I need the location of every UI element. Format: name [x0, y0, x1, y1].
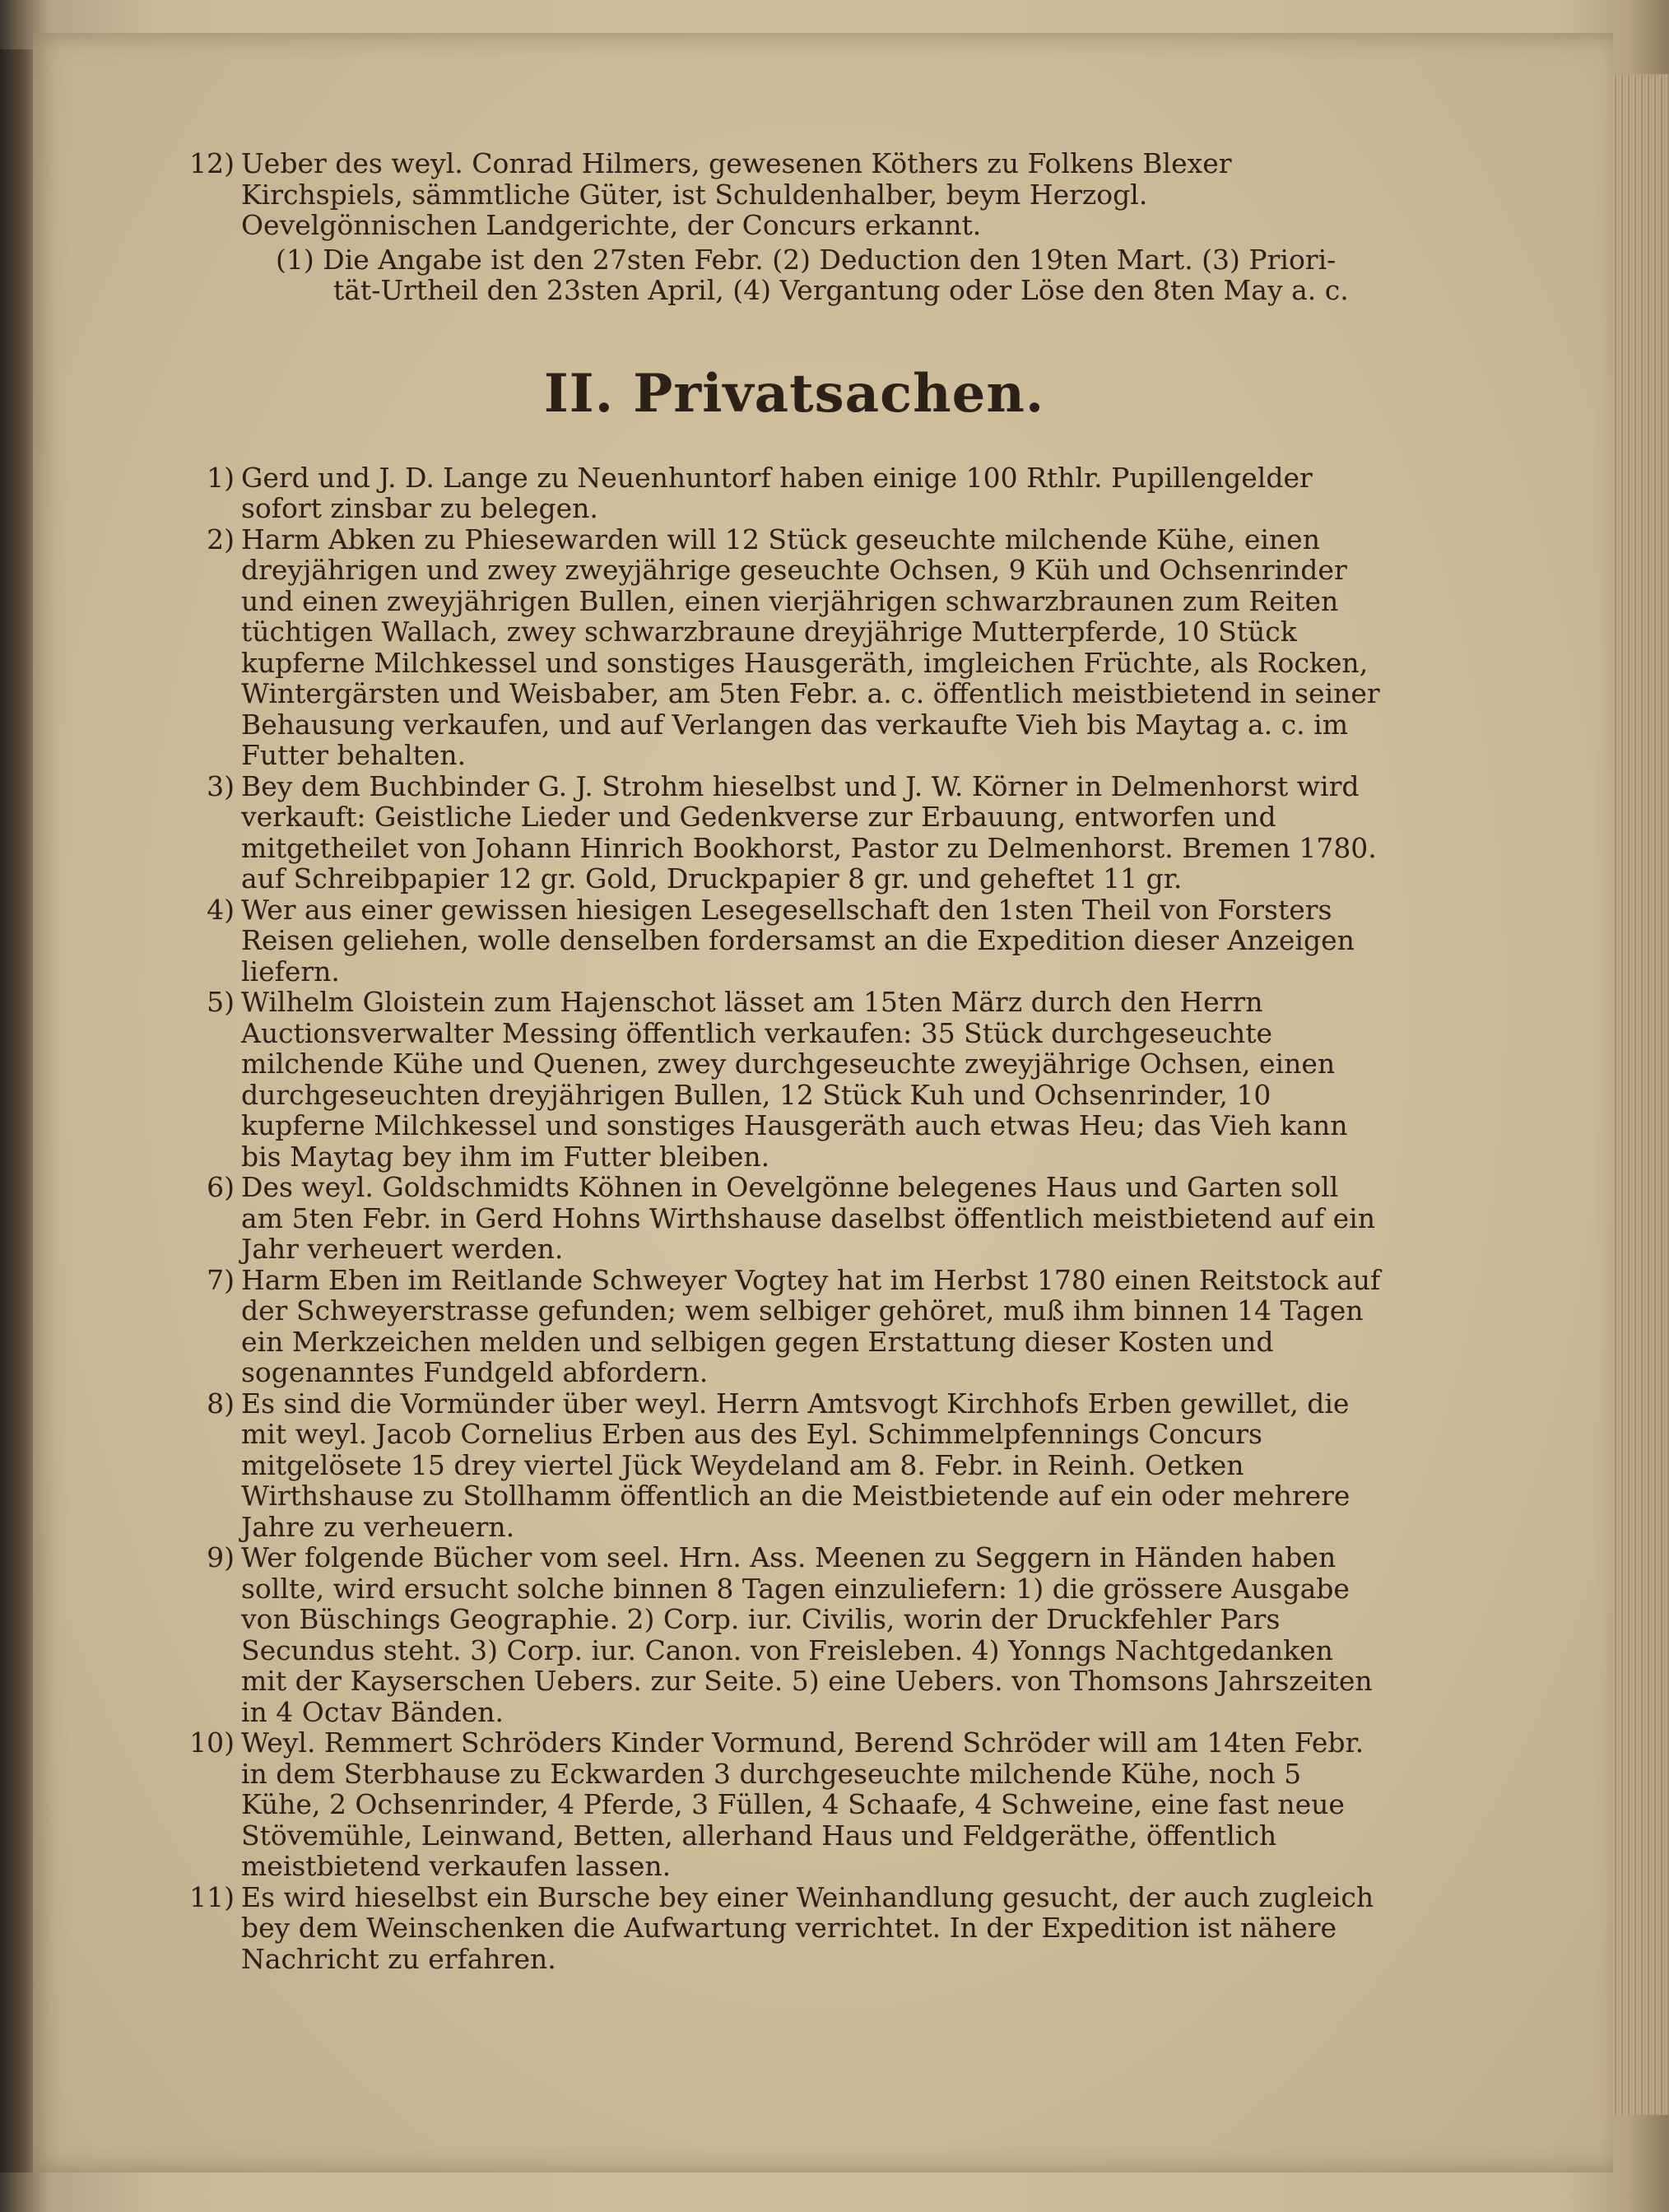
entry-text: Weyl. Remmert Schröders Kinder Vormund, Berend Schröder will am 14ten Febr. in dem Sterbhause zu Eckwarden 3 durchgeseuchte milchende Kühe, noch 5 Kühe, 2 Ochsenrinder, 4 Pferde, 3 Füllen, 4 Schaafe, 4 Schweine, eine fast neue Stövemühle, Leinwand, Betten, allerhand Haus und Feldgeräthe, öffentlich meistbietend verkaufen lassen.	[241, 1726, 1364, 1882]
entry-text: Wilhelm Gloistein zum Hajenschot lässet am 15ten März durch den Herrn Auctionsverwalter Messing öffentlich verkaufen: 35 Stück durchgeseuchte milchende Kühe und Quenen, zwey durchgeseuchte zweyjährige Ochsen, einen durchgeseuchten dreyjährigen Bullen, 12 Stück Kuh und Ochsenrinder, 10 kupferne Milchkessel und sonstiges Hausgeräth auch etwas Heu; das Vieh kann bis Maytag bey ihm im Futter bleiben.	[241, 986, 1348, 1173]
right-page-stack	[1611, 74, 1669, 2115]
entry-number: 9)	[207, 1541, 235, 1573]
entry-number: 11)	[189, 1880, 235, 1913]
entry-number: 5)	[207, 986, 235, 1018]
entry-text: Des weyl. Goldschmidts Köhnen in Oevelgönne belegenes Haus und Garten soll am 5ten Febr. in Gerd Hohns Wirthshause daselbst öffentlich meistbietend auf ein Jahr verheuert werden.	[241, 1171, 1375, 1265]
entry-number: 3)	[207, 769, 235, 802]
entry-number: 2)	[207, 523, 235, 555]
entry-number: 4)	[207, 893, 235, 926]
entry-text: Bey dem Buchbinder G. J. Strohm hieselbst und J. W. Körner in Delmenhorst wird verkauft: Geistliche Lieder und Gedenkverse zur Erbauung, entworfen und mitgetheilet von Johann Hinrich Bookhorst, Pastor zu Delmenhorst. Bremen 1780. auf Schreibpapier 12 gr. Gold, Druckpapier 8 gr. und geheftet 11 gr.	[241, 769, 1377, 895]
notice-5	[202, 987, 1387, 1172]
notice-12-dates-line-1: (1) Die Angabe ist den 27sten Febr. (2) Deduction den 19ten Mart. (3) Priori-	[276, 243, 1337, 276]
entry-text: Ueber des weyl. Conrad Hilmers, gewesenen Köthers zu Folkens Blexer Kirchspiels, sämmtliche Güter, ist Schuldenhalber, beym Herzogl. Oevelgönnischen Landgerichte, der Concurs erkannt.	[241, 147, 1232, 241]
notice-6	[202, 1172, 1387, 1265]
notice-10	[189, 1726, 1387, 1882]
entry-number: 1)	[207, 461, 235, 494]
notice-2	[202, 524, 1387, 771]
entry-number: 10)	[189, 1726, 235, 1759]
notice-7	[202, 1265, 1387, 1388]
notice-8	[202, 1388, 1387, 1543]
entry-number: 8)	[207, 1387, 235, 1420]
entry-text: Wer aus einer gewissen hiesigen Lesegesellschaft den 1sten Theil von Forsters Reisen geliehen, wolle denselben fordersamst an die Expedition dieser Anzeigen liefern.	[241, 893, 1355, 988]
notice-12	[189, 147, 1387, 241]
page-content	[189, 147, 1387, 1975]
entry-text: Harm Eben im Reitlande Schweyer Vogtey hat im Herbst 1780 einen Reitstock auf der Schweyerstrasse gefunden; wem selbiger gehöret, muß ihm binnen 14 Tagen ein Merkzeichen melden und selbigen gegen Erstattung dieser Kosten und sogenanntes Fundgeld abfordern.	[241, 1263, 1381, 1388]
entry-text: Harm Abken zu Phiesewarden will 12 Stück geseuchte milchende Kühe, einen dreyjährigen und zwey zweyjährige geseuchte Ochsen, 9 Küh und Ochsenrinder und einen zweyjährigen Bullen, einen vierjährigen schwarzbraunen zum Reiten tüchtigen Wallach, zwey schwarzbraune dreyjährige Mutterpferde, 10 Stück kupferne Milchkessel und sonstiges Hausgeräth, imgleichen Früchte, als Rocken, Wintergärsten und Weisbaber, am 5ten Febr. a. c. öffentlich meistbietend in seiner Behausung verkaufen, und auf Verlangen das verkaufte Vieh bis Maytag a. c. im Futter behalten.	[241, 523, 1380, 771]
entry-text: Es wird hieselbst ein Bursche bey einer Weinhandlung gesucht, der auch zugleich bey dem Weinschenken die Aufwartung verrichtet. In der Expedition ist nähere Nachricht zu erfahren.	[241, 1880, 1374, 1975]
entry-text: Gerd und J. D. Lange zu Neuenhuntorf haben einige 100 Rthlr. Pupillengelder sofort zinsbar zu belegen.	[241, 461, 1313, 524]
notice-3	[202, 771, 1387, 895]
entry-number: 7)	[207, 1263, 235, 1296]
section-heading: II. Privatsachen.	[543, 362, 1045, 425]
notice-1	[202, 462, 1387, 524]
entry-number: 6)	[207, 1171, 235, 1203]
entry-text: Es sind die Vormünder über weyl. Herrn Amtsvogt Kirchhofs Erben gewillet, die mit weyl. Jacob Cornelius Erben aus des Eyl. Schimmelpfennings Concurs mitgelösete 15 drey viertel Jück Weydeland am 8. Febr. in Reinh. Oetken Wirthshause zu Stollhamm öffentlich an die Meistbietende auf ein oder mehrere Jahre zu verheuern.	[241, 1387, 1351, 1543]
book-page	[33, 33, 1613, 2172]
entry-text: Wer folgende Bücher vom seel. Hrn. Ass. Meenen zu Seggern in Händen haben sollte, wird ersucht solche binnen 8 Tagen einzuliefern: 1) die grössere Ausgabe von Büschings Geographie. 2) Corp. iur. Civilis, worin der Druckfehler Pars Secundus steht. 3) Corp. iur. Canon. von Freisleben. 4) Yonngs Nachtgedanken mit der Kayserschen Uebers. zur Seite. 5) eine Uebers. von Thomsons Jahrszeiten in 4 Octav Bänden.	[241, 1541, 1373, 1728]
notice-4	[202, 895, 1387, 988]
notice-12-dates-line-2: tät-Urtheil den 23sten April, (4) Vergantung oder Löse den 8ten May a. c.	[333, 274, 1349, 306]
notice-9	[202, 1542, 1387, 1727]
notice-11	[189, 1880, 1387, 1975]
entry-number: 12)	[189, 147, 235, 179]
